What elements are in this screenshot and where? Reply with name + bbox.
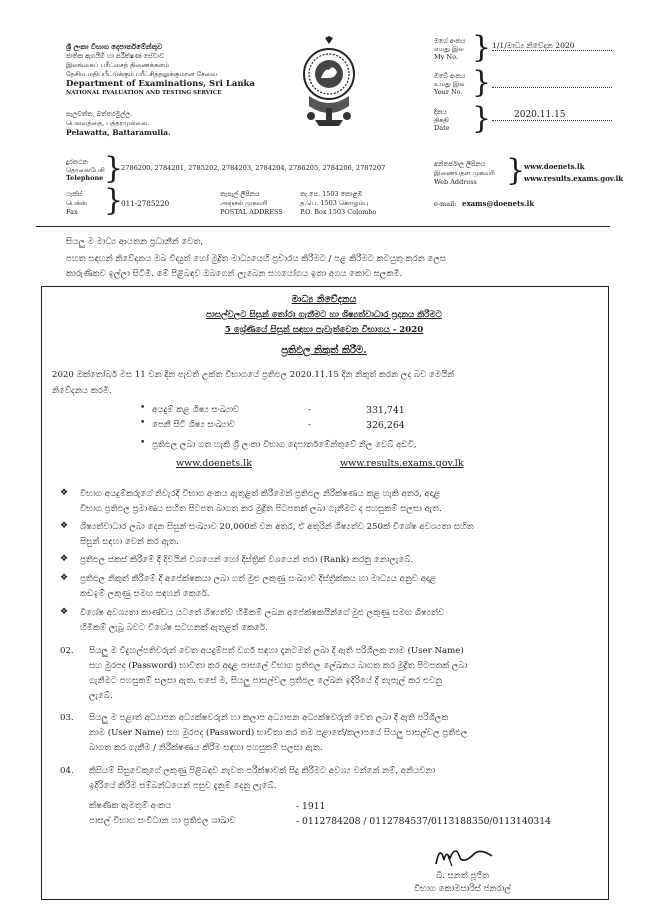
- signature: [430, 838, 500, 872]
- bullet-4-line-1: ප්‍රතිඵල නිකුත් කිරීමේ දී අපේක්ෂකයා ලබා ගත් මුළු ලකුණු සංඛ්‍යාව දිස්ත්‍රික්කය හා මාධ්‍යය අනුව අදාළ: [80, 574, 437, 584]
- brace-icon: }: [104, 151, 124, 186]
- dept-service-tamil: தேசிய மதிப்பீட்டுக்கும் பரீட்சித்தலுக்குமான சேவை: [66, 70, 218, 78]
- stat-sat-label: පෙනී සිටි ශිෂ්‍ය සංඛ්‍යාව: [152, 420, 236, 430]
- national-emblem: [301, 36, 357, 128]
- my-no-label-english: My No.: [434, 53, 458, 61]
- web-label-english: Web Address: [434, 178, 477, 186]
- dept-name-tamil: இலங்கைப் பரீட்சைத் திணைக்களம்: [66, 61, 170, 69]
- bullet-2-line-2: සිසුන් සඳහා වෙන් කර ඇත.: [80, 537, 179, 547]
- diamond-bullet-icon: ❖: [60, 488, 69, 498]
- tel-label-tamil: தொலைபேசி: [66, 166, 105, 174]
- date-label-sinhala: දිනය: [434, 108, 447, 116]
- fax-label-sinhala: ෆැක්ස්: [66, 190, 83, 198]
- dept-service-english: NATIONAL EVALUATION AND TESTING SERVICE: [66, 90, 222, 96]
- postal-label-english: POSTAL ADDRESS: [220, 208, 283, 216]
- para-04-line-2: ඉදිරියේ කිරීම සම්බන්ධයෙන් පසුව දැනුම් දෙනු ලැබේ.: [89, 781, 277, 791]
- bullet-icon: •: [140, 418, 146, 428]
- para-02-number: 02.: [60, 646, 74, 656]
- bullet-2-line-1: ශිෂ්‍යත්වාධාර ලබා දෙන සිසුන් සංඛ්‍යාව 20,000ක් වන අතර, ඒ අතුරින් ශිෂ්‍යත්ව 250ක් විශේෂ අවශ්‍යතා සහිත: [80, 522, 474, 532]
- tel-label-english: Telephone: [66, 174, 104, 182]
- diamond-bullet-icon: ❖: [60, 554, 69, 564]
- para-03-number: 03.: [60, 713, 74, 723]
- notice-title-3: ප්‍රතිඵල නිකුත් කිරීම.: [281, 345, 367, 356]
- postal-label-sinhala: තැපැල් ලිපිනය: [220, 190, 260, 198]
- your-no-value-line: [492, 86, 612, 88]
- dept-name-english: Department of Examinations, Sri Lanka: [66, 79, 255, 89]
- para-03-line-1: සියලු ම පළාත් අධ්‍යාපන අධ්‍යක්ෂවරුන් හා කලාප අධ්‍යාපන අධ්‍යක්ෂවරුන් වෙත ලබා දී ඇති පරිශීලක: [89, 713, 449, 723]
- para-03-line-3: බාගත කර ගැනීම / නිරීක්ෂණය කිරීම සඳහා පහසුකම් සලසා ඇත.: [89, 743, 323, 753]
- date-value: 2020.11.15: [492, 110, 612, 121]
- dept-service-sinhala: ජාතික ඇගයීම් හා පරීක්ෂණ සේවාව: [66, 52, 165, 60]
- website-intro: ප්‍රතිඵල ලබා ගත හැකි ශ්‍රී ලංකා විභාග දෙපාර්තමේන්තුවේ නිල වෙබ් අඩවි,: [152, 440, 417, 450]
- diamond-bullet-icon: ❖: [60, 521, 69, 531]
- bullet-5-line-2: හිමිකම් ලැබූ බවට විශේෂ සටහනක් ඇතුළත් කෙරේ.: [80, 623, 268, 633]
- fax-number: 011-2785220: [121, 199, 170, 208]
- dept-name-sinhala: ශ්‍රී ලංකා විභාග දෙපාර්තමේන්තුව: [66, 42, 163, 51]
- date-label-tamil: திகதி: [434, 116, 449, 124]
- signer-name: බී. සනත් පූජිත: [436, 871, 490, 881]
- para1-line-1: 2020 ඔක්තෝබර් මස 11 වන දින පැවති උක්ත විභාගයේ ප්‍රතිඵල 2020.11.15 දින නිකුත් කරන ලද බව මෙයින්: [52, 370, 455, 380]
- para-04-line-1: කිසියම් සිසුවෙකුගේ ලකුණු පිළිබඳව නැවත පරීක්ෂාවක් සිදු කිරීමට අවශ්‍ය වන්නේ නම්, අනියවනා: [89, 766, 436, 776]
- para-02-line-4: ලැබේ.: [89, 691, 113, 701]
- address-sinhala: පැලවත්ත, බත්තරමුල්ල.: [66, 110, 133, 118]
- branch-phones: - 0112784208 / 0112784537/0113188350/0113140314: [296, 816, 551, 827]
- para-03-line-2: නාම (User Name) සහ මුරපද (Password) භාවිතා කර තම පළාතේ/කලාපයේ සියලු පාසල්වල ප්‍රතිඵල: [89, 728, 468, 738]
- para-02-line-2: සහ මුරපද (Password) භාවිතා කර අදාළ පාසලේ විභාග ප්‍රතිඵල ලේඛනය බාගත කර මුද්‍රිත පිටපතක් ලබා: [89, 661, 468, 671]
- notice-title-1: පාසල්වලට සිසුන් තෝරා ගැනීමට හා ශිෂ්‍යත්වාධාර ප්‍රදානය කිරීමට: [206, 310, 442, 320]
- bullet-icon: •: [140, 403, 146, 413]
- results-link-exams[interactable]: www.results.exams.gov.lk: [340, 458, 464, 469]
- tel-label-sinhala: දුරකථන: [66, 158, 88, 166]
- web-address-2[interactable]: www.results.exams.gov.lk: [524, 174, 624, 183]
- web-address-1[interactable]: www.doenets.lk: [524, 162, 585, 171]
- para-04-number: 04.: [60, 766, 74, 776]
- branch-label: පාසල් විභාග සංවිධාන හා ප්‍රතිඵල ශාඛාව: [89, 816, 236, 826]
- address-english: Pelawatta, Battaramulla.: [66, 128, 171, 137]
- date-label-english: Date: [434, 124, 450, 132]
- para-02-line-1: සියලු ම විදුහල්පතිවරුන් වෙත අයදුම්පත් වර්ග සඳහා දැනටමත් ලබා දී ඇති පරිශීලක නාම (User Name): [89, 646, 464, 656]
- bullet-icon: •: [140, 438, 146, 448]
- hotline-value: - 1911: [296, 801, 326, 812]
- results-link-doenets[interactable]: www.doenets.lk: [176, 458, 252, 469]
- brace-icon: }: [472, 101, 492, 136]
- signer-title: විභාග කොමසාරිස් ජනරාල්: [414, 884, 511, 894]
- web-label-tamil: இணையதள முகவரி: [434, 169, 495, 177]
- email-address[interactable]: exams@doenets.lk: [462, 199, 535, 208]
- para-02-line-3: ගැනීමට පහසුකම් සලසා ඇත. එසේ ම, සියලු පාසල්වල ප්‍රතිඵල ලේඛන ඉදිරියේ දී තැපැල් කර එවනු: [89, 676, 442, 686]
- stat-sat-value: 326,264: [366, 420, 405, 431]
- email-label: e-mail:: [434, 200, 457, 208]
- address-tamil: பெலவத்தை, பத்தரமுல்லை.: [66, 119, 150, 127]
- header-divider: [36, 226, 610, 227]
- brace-icon: }: [104, 183, 124, 218]
- stat-applied-label: අයදුම් කළ ශිෂ්‍ය සංඛ්‍යාව: [152, 405, 240, 415]
- brace-icon: }: [506, 153, 526, 188]
- notice-title-2: 5 ශ්‍රේණියේ සිසුන් සඳහා පැවැත්වෙන විභාගය - 2020: [224, 325, 424, 335]
- stat-applied-dash: -: [308, 405, 311, 415]
- brace-icon: }: [472, 30, 492, 65]
- po-box-english: P.O. Box 1503 Colombo: [300, 208, 377, 216]
- po-box-sinhala: තැ.පෙ. 1503 කොළඹ: [300, 190, 363, 198]
- intro-line-1: පහත සඳහන් නිවේදනය ඔබ විද්‍යුත් හෝ මුද්‍රිත මාධ්‍යයෙහි ප්‍රචාරය කිරීමට / පළ කිරීමට කටයුතු කරන ලෙස: [66, 254, 447, 264]
- bullet-1-line-1: විභාග අයදුම්කරුගේ නිවැරදි විභාග අංකය ඇතුළත් කිරීමෙන් ප්‍රතිඵල නිරීක්ෂණය කළ හැකි අතර, අදාළ: [80, 489, 441, 499]
- intro-line-2: කාරුණිකව ඉල්ලා සිටිමි. මේ පිළිබඳව ඔබගෙන් ලැබෙන සහයෝගය ඉතා අගය කොට සලකමි.: [66, 269, 403, 279]
- postal-label-tamil: அஞ்சல் முகவரி: [220, 199, 268, 207]
- fax-label-english: Fax: [66, 208, 78, 216]
- para1-line-2: නිවේදනය කරමි.: [52, 386, 112, 396]
- web-label-sinhala: අන්තර්ජාල ලිපිනය: [434, 160, 486, 168]
- tel-numbers: 2786200, 2784201, 2785202, 2784203, 2784204, 2786205, 2784206, 2787207: [121, 164, 386, 172]
- hotline-label: ක්ෂණික ඇමතුම් අංකය: [89, 801, 172, 811]
- your-no-label-tamil: உமது இல: [434, 80, 465, 88]
- bullet-5-line-1: විශේෂ අවශ්‍යතා කාණ්ඩය යටතේ ශිෂ්‍යත්ව හිමිකම් ලබන අපේක්ෂකයින්ගේ මුළු ලකුණු සමඟ ශිෂ්‍යත්ව: [80, 608, 445, 618]
- stat-sat-dash: -: [308, 420, 311, 430]
- stat-applied-value: 331,741: [366, 405, 405, 416]
- fax-label-tamil: பெக்ஸ்: [66, 199, 88, 207]
- my-no-value: 1/1/මාධ්‍ය නිවේදන 2020: [492, 41, 612, 51]
- bullet-4-line-2: කඩඉම් ලකුණු සමඟ සඳහන් කෙරේ.: [80, 589, 210, 599]
- your-no-label-english: Your No.: [434, 88, 463, 96]
- my-no-label-tamil: எமது இல: [434, 45, 464, 53]
- your-no-label-sinhala: ඔබේ අංකය: [434, 72, 466, 80]
- diamond-bullet-icon: ❖: [60, 573, 69, 583]
- notice-heading: මාධ්‍ය නිවේදනය: [291, 294, 357, 305]
- diamond-bullet-icon: ❖: [60, 607, 69, 617]
- bullet-3-line-1: ප්‍රතිඵල සකස් කිරීමේ දී දිවයින් වශයෙන් හෝ දිස්ත්‍රික් වශයෙන් තරා (Rank) කරනු නොලැබේ.: [80, 555, 414, 565]
- bullet-1-line-2: විභාග ප්‍රතිඵල ප්‍රමාණය සහිත පිටපත බාගත කර මුද්‍රිත පිටපතක් ලබා ගැනීමට ද පහසුකම් සලසා ඇත.: [80, 504, 442, 514]
- po-box-tamil: த.பெ. 1503 கொழும்பு: [300, 199, 369, 207]
- brace-icon: }: [472, 65, 492, 100]
- my-no-label-sinhala: මගේ අංකය: [434, 37, 466, 45]
- addressee: සියලු ම මාධ්‍ය ආයතන ප්‍රධානීන් වෙත,: [66, 237, 204, 247]
